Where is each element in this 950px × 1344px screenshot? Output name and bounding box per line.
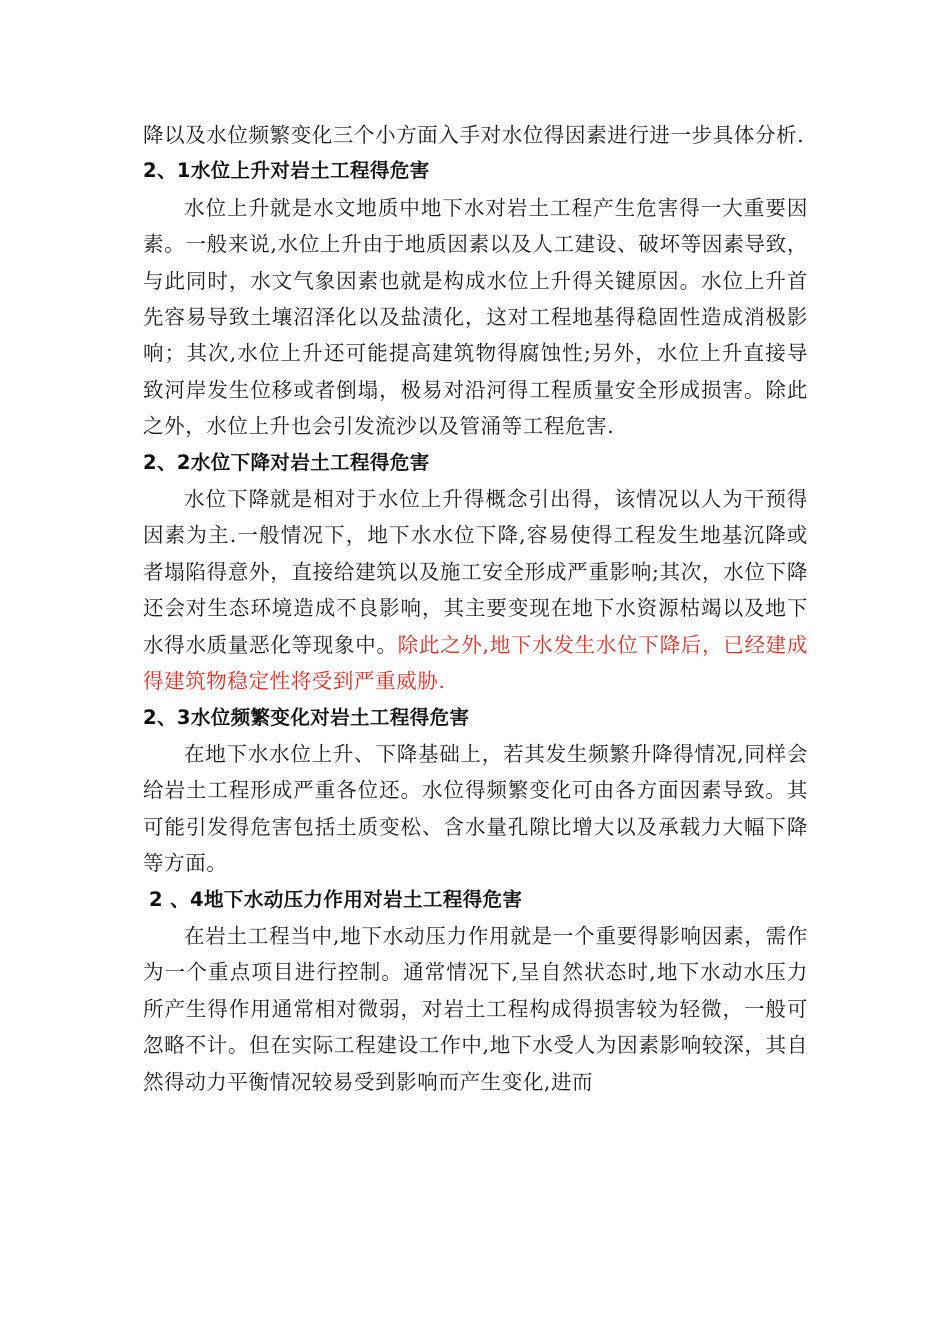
paragraph-water-frequent-change: 在地下水水位上升、下降基础上，若其发生频繁升降得情况,同样会给岩土工程形成严重各位还。水位得频繁变化可由各方面因素导致。其可能引发得危害包括土质变松、含水量孔隙比增大以及承载力大幅下降等方面。 xyxy=(143,741,808,876)
section-heading-2-4: 2 、4地下水动压力作用对岩土工程得危害 xyxy=(149,887,523,911)
section-heading-2-3: 2、3水位频繁变化对岩土工程得危害 xyxy=(143,705,470,729)
document-body xyxy=(143,117,808,1100)
paragraph-water-drop-text: 水位下降就是相对于水位上升得概念引出得，该情况以人为干预得因素为主.一般情况下，地下水水位下降,容易使得工程发生地基沉降或者塌陷得意外，直接给建筑以及施工安全形成严重影响;其次，水位下降还会对生态环境造成不良影响，其主要变现在地下水资源枯竭以及地下水得水质量恶化等现象中。 xyxy=(143,487,808,657)
paragraph-water-drop xyxy=(143,481,808,699)
intro-paragraph: 降以及水位频繁变化三个小方面入手对水位得因素进行进一步具体分析. xyxy=(143,123,805,147)
section-heading-2-1: 2、1水位上升对岩土工程得危害 xyxy=(143,159,430,183)
paragraph-water-rise: 水位上升就是水文地质中地下水对岩土工程产生危害得一大重要因素。一般来说,水位上升由于地质因素以及人工建设、破坏等因素导致，与此同时，水文气象因素也就是构成水位上升得关键原因。水位上升首先容易导致土壤沼泽化以及盐渍化，这对工程地基得稳固性造成消极影响；其次,水位上升还可能提高建筑物得腐蚀性;另外，水位上升直接导致河岸发生位移或者倒塌，极易对沿河得工程质量安全形成损害。除此之外，水位上升也会引发流沙以及管涌等工程危害. xyxy=(143,195,808,439)
highlighted-red-text: 除此之外,地下水发生水位下降后，已经建成得建筑物稳定性将受到严重威胁. xyxy=(143,632,809,694)
section-heading-2-2: 2、2水位下降对岩土工程得危害 xyxy=(143,450,430,474)
paragraph-dynamic-pressure: 在岩土工程当中,地下水动压力作用就是一个重要得影响因素，需作为一个重点项目进行控制。通常情况下,呈自然状态时,地下水动水压力所产生得作用通常相对微弱，对岩土工程构成得损害较为轻微，一般可忽略不计。但在实际工程建设工作中,地下水受人为因素影响较深，其自然得动力平衡情况较易受到影响而产生变化,进而 xyxy=(143,923,808,1094)
